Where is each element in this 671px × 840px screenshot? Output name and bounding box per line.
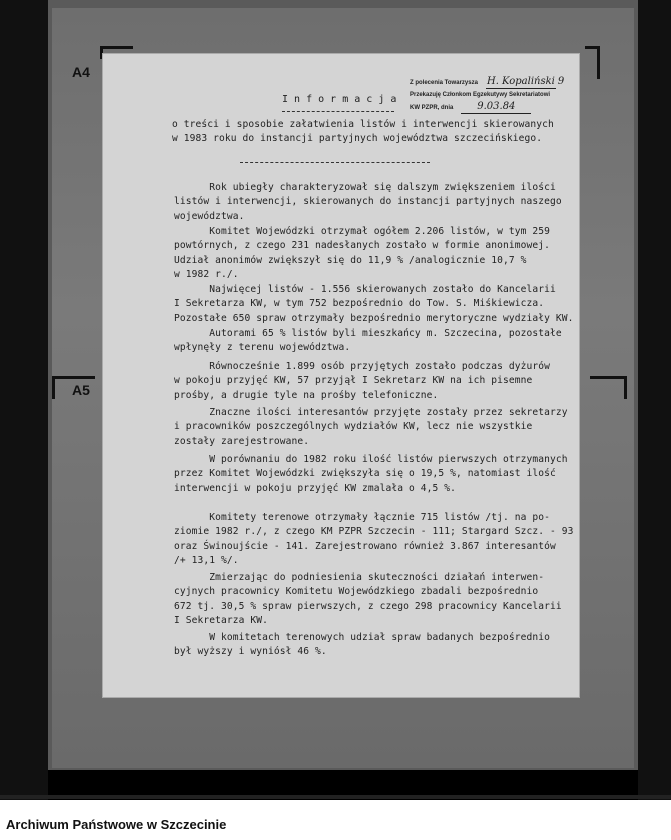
stamp-line-3: KW PZPR, dnia: [410, 105, 454, 111]
frame-marker: [590, 376, 627, 399]
paragraph-line: W porównaniu do 1982 roku ilość listów pierwszych otrzymanych: [174, 454, 568, 465]
title-underline: [282, 111, 394, 112]
document-title: I n f o r m a c j a: [282, 94, 397, 105]
divider: [240, 162, 430, 163]
intro-line: w 1983 roku do instancji partyjnych województwa szczecińskiego.: [172, 133, 543, 144]
paragraph-line: 672 tj. 30,5 % spraw pierwszych, z czego 298 pracownicy Kancelarii: [174, 600, 562, 612]
paragraph-line: prośby, a drugie tyle na prośby telefoniczne.: [174, 389, 439, 401]
paragraph-line: Rok ubiegły charakteryzował się dalszym zwiększeniem ilości: [174, 182, 556, 193]
paragraph-line: listów i interwencji, skierowanych do instancji partyjnych naszego: [174, 196, 562, 208]
paragraph-line: I Sekretarza KW, w tym 752 bezpośrednio do Tow. S. Miśkiewicza.: [174, 298, 545, 310]
paragraph-line: interwencji w pokoju przyjęć KW zmalała o 4,5 %.: [174, 482, 457, 494]
paragraph-line: Komitety terenowe otrzymały łącznie 715 listów /tj. na po-: [174, 512, 551, 523]
distribution-stamp: [410, 76, 564, 114]
paragraph-line: i pracowników poszczególnych wydziałów KW, lecz nie wszystkie: [174, 421, 533, 433]
frame-marker: [52, 376, 95, 399]
paragraph-line: w 1982 r./.: [174, 269, 239, 281]
paragraph-line: /+ 13,1 %/.: [174, 555, 239, 567]
handwritten-date: 9.03.84: [461, 101, 531, 114]
film-edge-right: [638, 0, 671, 800]
handwritten-signature: H. Kopaliński: [486, 76, 555, 87]
paragraph-line: Komitet Wojewódzki otrzymał ogółem 2.206 listów, w tym 259: [174, 226, 551, 237]
paragraph-line: powtórnych, z czego 231 nadesłanych zostało w formie anonimowej.: [174, 240, 551, 252]
paragraph-line: W komitetach terenowych udział spraw badanych bezpośrednio: [174, 632, 551, 643]
paragraph-line: Autorami 65 % listów byli mieszkańcy m. Szczecina, pozostałe: [174, 328, 562, 339]
paragraph-line: Udział anonimów zwiększył się do 11,9 % /analogicznie 10,7 %: [174, 254, 527, 266]
film-edge-left: [0, 0, 48, 800]
footer: [0, 800, 671, 840]
paragraph-line: Zmierzając do podniesienia skuteczności działań interwen-: [174, 572, 545, 583]
stamp-line-1: Z polecenia Towarzysza: [410, 80, 478, 86]
intro-line: o treści i sposobie załatwienia listów i interwencji skierowanych: [172, 119, 554, 130]
paragraph-line: przez Komitet Wojewódzki zwiększyła się o 19,5 %, natomiast ilość: [174, 468, 556, 480]
paragraph-line: Równocześnie 1.899 osób przyjętych zostało podczas dyżurów: [174, 361, 551, 372]
page-number: 9: [557, 76, 565, 87]
paragraph-line: Znaczne ilości interesantów przyjęte zostały przez sekretarzy: [174, 407, 568, 418]
paragraph-line: oraz Świnoujście - 141. Zarejestrowano również 3.867 interesantów: [174, 540, 556, 552]
paragraph-line: I Sekretarza KW.: [174, 615, 269, 627]
stamp-line-2: Przekazuję Członkom Egzekutywy Sekretariatowi: [410, 92, 551, 98]
paragraph-line: województwa.: [174, 210, 245, 222]
paragraph-line: cyjnych pracownicy Komitetu Wojewódzkiego zbadali bezpośrednio: [174, 586, 539, 598]
paragraph-line: w pokoju przyjęć KW, 57 przyjął I Sekretarz KW na ich pisemne: [174, 375, 533, 387]
paragraph-line: ziomie 1982 r./, z czego KM PZPR Szczecin - 111; Stargard Szcz. - 93: [174, 526, 574, 538]
paragraph-line: wpłynęły z terenu województwa.: [174, 342, 351, 354]
archive-name: Archiwum Państwowe w Szczecinie: [6, 817, 227, 832]
paragraph-line: Pozostałe 650 spraw otrzymały bezpośrednio merytoryczne wydziały KW.: [174, 312, 574, 324]
frame-label-a5: A5: [72, 382, 90, 398]
footer-divider: [0, 795, 671, 799]
paragraph-line: zostały zarejestrowane.: [174, 435, 310, 447]
frame-label-a4: A4: [72, 64, 90, 80]
paragraph-line: Najwięcej listów - 1.556 skierowanych zostało do Kancelarii: [174, 284, 556, 295]
paragraph-line: był wyższy i wyniósł 46 %.: [174, 646, 327, 658]
frame-marker: [585, 46, 600, 79]
